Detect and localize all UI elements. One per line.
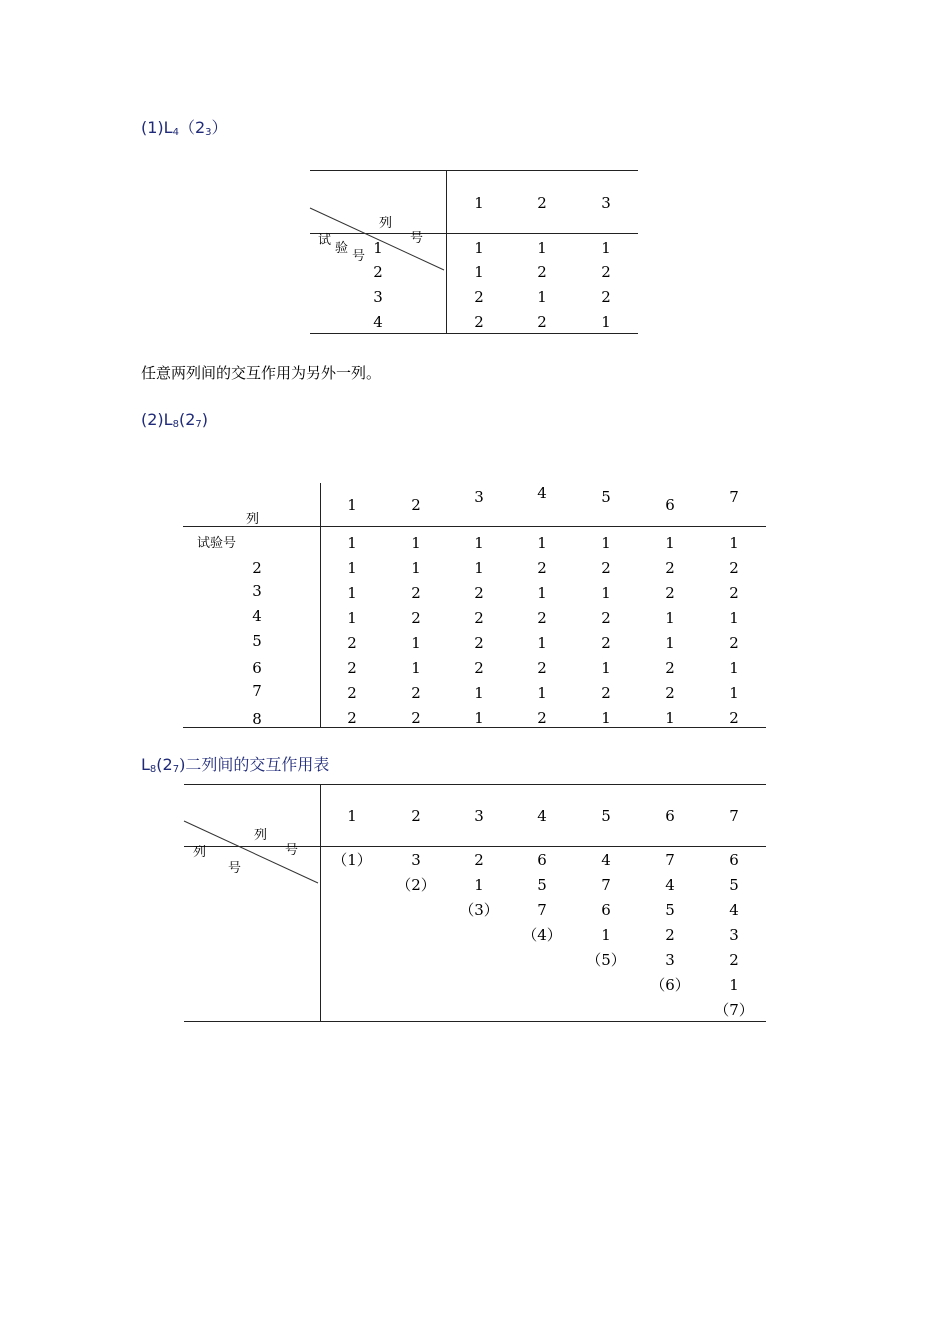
table-l8-col-header: 3	[474, 488, 484, 506]
table-l8-cell: 1	[347, 559, 357, 577]
table-int-row-label-a: 列	[193, 845, 207, 860]
table-int-col-header: 1	[347, 807, 357, 825]
table-int-cell: 6	[537, 851, 547, 869]
table-l8-cell: 1	[729, 684, 739, 702]
table-int-cell: 7	[537, 901, 547, 919]
table-l8-cell: 1	[601, 534, 611, 552]
table-l8-row-id: 3	[252, 582, 262, 600]
table-l8-cell: 1	[665, 634, 675, 652]
table-l8-cell: 2	[537, 559, 547, 577]
table-l8-cell: 1	[665, 534, 675, 552]
table-l8-cell: 1	[411, 534, 421, 552]
table-int-cell: （2）	[396, 876, 436, 894]
table-l8-cell: 2	[601, 684, 611, 702]
table-l8-cell: 1	[665, 709, 675, 727]
table-int-cell: （7）	[714, 1001, 754, 1019]
table-l8-cell: 1	[474, 684, 484, 702]
table-l4-row-label-a: 试	[318, 233, 332, 248]
table-l8-cell: 1	[665, 609, 675, 627]
table-l8-cell: 1	[537, 634, 547, 652]
table-l8-cell: 2	[411, 609, 421, 627]
table-l4-cell: 1	[601, 239, 611, 257]
table-l8-row-id: 8	[252, 710, 262, 728]
table-int-cell: 7	[601, 876, 611, 894]
table-l8-col-label: 列	[246, 512, 260, 527]
table-int-cell: 5	[729, 876, 739, 894]
table-int-cell: 1	[474, 876, 484, 894]
table-int-cell: （4）	[522, 926, 562, 944]
table-int-col-header: 6	[665, 807, 675, 825]
table-int-cell: 6	[729, 851, 739, 869]
table-l8-cell: 1	[537, 684, 547, 702]
table-l8-cell: 2	[665, 559, 675, 577]
table-int-cell: 1	[729, 976, 739, 994]
table-l8-cell: 1	[411, 659, 421, 677]
table-l8-cell: 1	[474, 709, 484, 727]
table-int-col-header: 7	[729, 807, 739, 825]
table-int-col-header: 2	[411, 807, 421, 825]
table-l8-cell: 1	[537, 534, 547, 552]
table-l4-row-label-b: 验	[335, 241, 349, 256]
table-int-cell: 4	[665, 876, 675, 894]
table-l4-cell: 2	[474, 313, 484, 331]
table-l8-row-id: 6	[252, 659, 262, 677]
table-l4-cell: 2	[601, 288, 611, 306]
table-l8-cell: 1	[729, 534, 739, 552]
table-l8-cell: 1	[601, 584, 611, 602]
table-l8-cell: 2	[601, 609, 611, 627]
table-l8-row-id: 2	[252, 559, 262, 577]
table-l8-cell: 2	[665, 659, 675, 677]
table-int-cell: 2	[729, 951, 739, 969]
table-int-cell: （6）	[650, 976, 690, 994]
table-l8-cell: 2	[537, 659, 547, 677]
table-l4-row-id: 4	[373, 313, 383, 331]
table-l8-cell: 1	[411, 634, 421, 652]
table-int-cell: 4	[729, 901, 739, 919]
table-int-cell: 4	[601, 851, 611, 869]
table-l8-cell: 2	[347, 659, 357, 677]
table-l8-row-label: 试验号	[197, 536, 237, 551]
table-l4-col-header: 3	[601, 194, 611, 212]
table-int-col-label: 列	[254, 828, 268, 843]
table-l8-cell: 2	[347, 634, 357, 652]
table-int-col-header: 4	[537, 807, 547, 825]
table-l8-row-id: 7	[252, 682, 262, 700]
table-l8-cell: 2	[665, 584, 675, 602]
table-l4-col-label: 列	[379, 216, 393, 231]
table-l8-cell: 2	[537, 609, 547, 627]
table-l8-cell: 2	[729, 559, 739, 577]
table-l8-row-id: 4	[252, 607, 262, 625]
table-l4-cell: 1	[537, 239, 547, 257]
table-l8-cell: 2	[474, 609, 484, 627]
section1-heading: $(1)L_4(2_3)$	[141, 118, 228, 138]
table-int-cell: （3）	[459, 901, 499, 919]
table-int-cell: 5	[665, 901, 675, 919]
table-l4-cell: 2	[537, 263, 547, 281]
table-l8-cell: 1	[601, 659, 611, 677]
table-l4-cell: 2	[474, 288, 484, 306]
table-l4-cell: 1	[537, 288, 547, 306]
table-l8-cell: 1	[347, 584, 357, 602]
table-int-cell: 7	[665, 851, 675, 869]
table-l8-cell: 1	[537, 584, 547, 602]
table-int-cell: 1	[601, 926, 611, 944]
table-l4-row-id: 2	[373, 263, 383, 281]
table-int-cell: 2	[665, 926, 675, 944]
table-l8-cell: 2	[347, 709, 357, 727]
table-l8-col-header: 7	[729, 488, 739, 506]
table-l4-col-header: 2	[537, 194, 547, 212]
table-int-cell: 3	[411, 851, 421, 869]
table-l8-cell: 1	[729, 609, 739, 627]
table-l4-cell: 2	[601, 263, 611, 281]
table-l4-col-header: 1	[474, 194, 484, 212]
table-l8-cell: 1	[347, 609, 357, 627]
table-l8-cell: 1	[601, 709, 611, 727]
table-l8-col-header: 6	[665, 496, 675, 514]
table-l8-cell: 2	[474, 584, 484, 602]
table-l4-row-id: 1	[373, 239, 383, 257]
table-l8-cell: 2	[729, 709, 739, 727]
table-l8-cell: 2	[601, 559, 611, 577]
table-l8-col-header: 1	[347, 496, 357, 514]
table-l4-cell: 1	[601, 313, 611, 331]
table-int-col-header: 5	[601, 807, 611, 825]
table-int-cell: 5	[537, 876, 547, 894]
table-l8-cell: 1	[729, 659, 739, 677]
table-l8-cell: 2	[347, 684, 357, 702]
table-l8-cell: 2	[411, 684, 421, 702]
table-l8-cell: 2	[474, 659, 484, 677]
table-l4-row-label-c: 号	[352, 249, 366, 264]
table-l4-row-id: 3	[373, 288, 383, 306]
table-int-cell: （5）	[586, 951, 626, 969]
table-l8-cell: 2	[474, 634, 484, 652]
table-l8-cell: 2	[665, 684, 675, 702]
table-int-row-label-b: 号	[228, 861, 242, 876]
table-l8-cell: 2	[411, 584, 421, 602]
table-l8-cell: 2	[411, 709, 421, 727]
table-l8-cell: 2	[729, 634, 739, 652]
table-l8-cell: 1	[474, 534, 484, 552]
table-int-cell: 2	[474, 851, 484, 869]
section3-heading: $L_8(2_7)$二列间的交互作用表	[141, 755, 330, 775]
table-l8-row-id: 5	[252, 632, 262, 650]
table-int-cell: 3	[665, 951, 675, 969]
table-l4-cell: 2	[537, 313, 547, 331]
table-l8-cell: 2	[601, 634, 611, 652]
interaction-note: 任意两列间的交互作用为另外一列。	[141, 364, 382, 382]
table-l8-cell: 1	[411, 559, 421, 577]
table-int-hao-label: 号	[285, 843, 299, 858]
table-int-cell: 6	[601, 901, 611, 919]
table-int-cell: （1）	[332, 851, 372, 869]
section2-heading: $(2)L_8(2_7)$	[141, 410, 208, 430]
table-l4-cell: 1	[474, 239, 484, 257]
table-int-col-header: 3	[474, 807, 484, 825]
table-l8-col-header: 5	[601, 488, 611, 506]
table-l8-col-header: 4	[537, 484, 547, 502]
table-l8-cell: 1	[347, 534, 357, 552]
table-int-bottom-rule	[184, 1021, 766, 1022]
table-l8-cell: 2	[537, 709, 547, 727]
table-l8-cell: 2	[729, 584, 739, 602]
table-l4-cell: 1	[474, 263, 484, 281]
table-int-cell: 3	[729, 926, 739, 944]
table-l8-cell: 1	[474, 559, 484, 577]
table-l8-col-header: 2	[411, 496, 421, 514]
table-l4-hao-label: 号	[410, 231, 424, 246]
